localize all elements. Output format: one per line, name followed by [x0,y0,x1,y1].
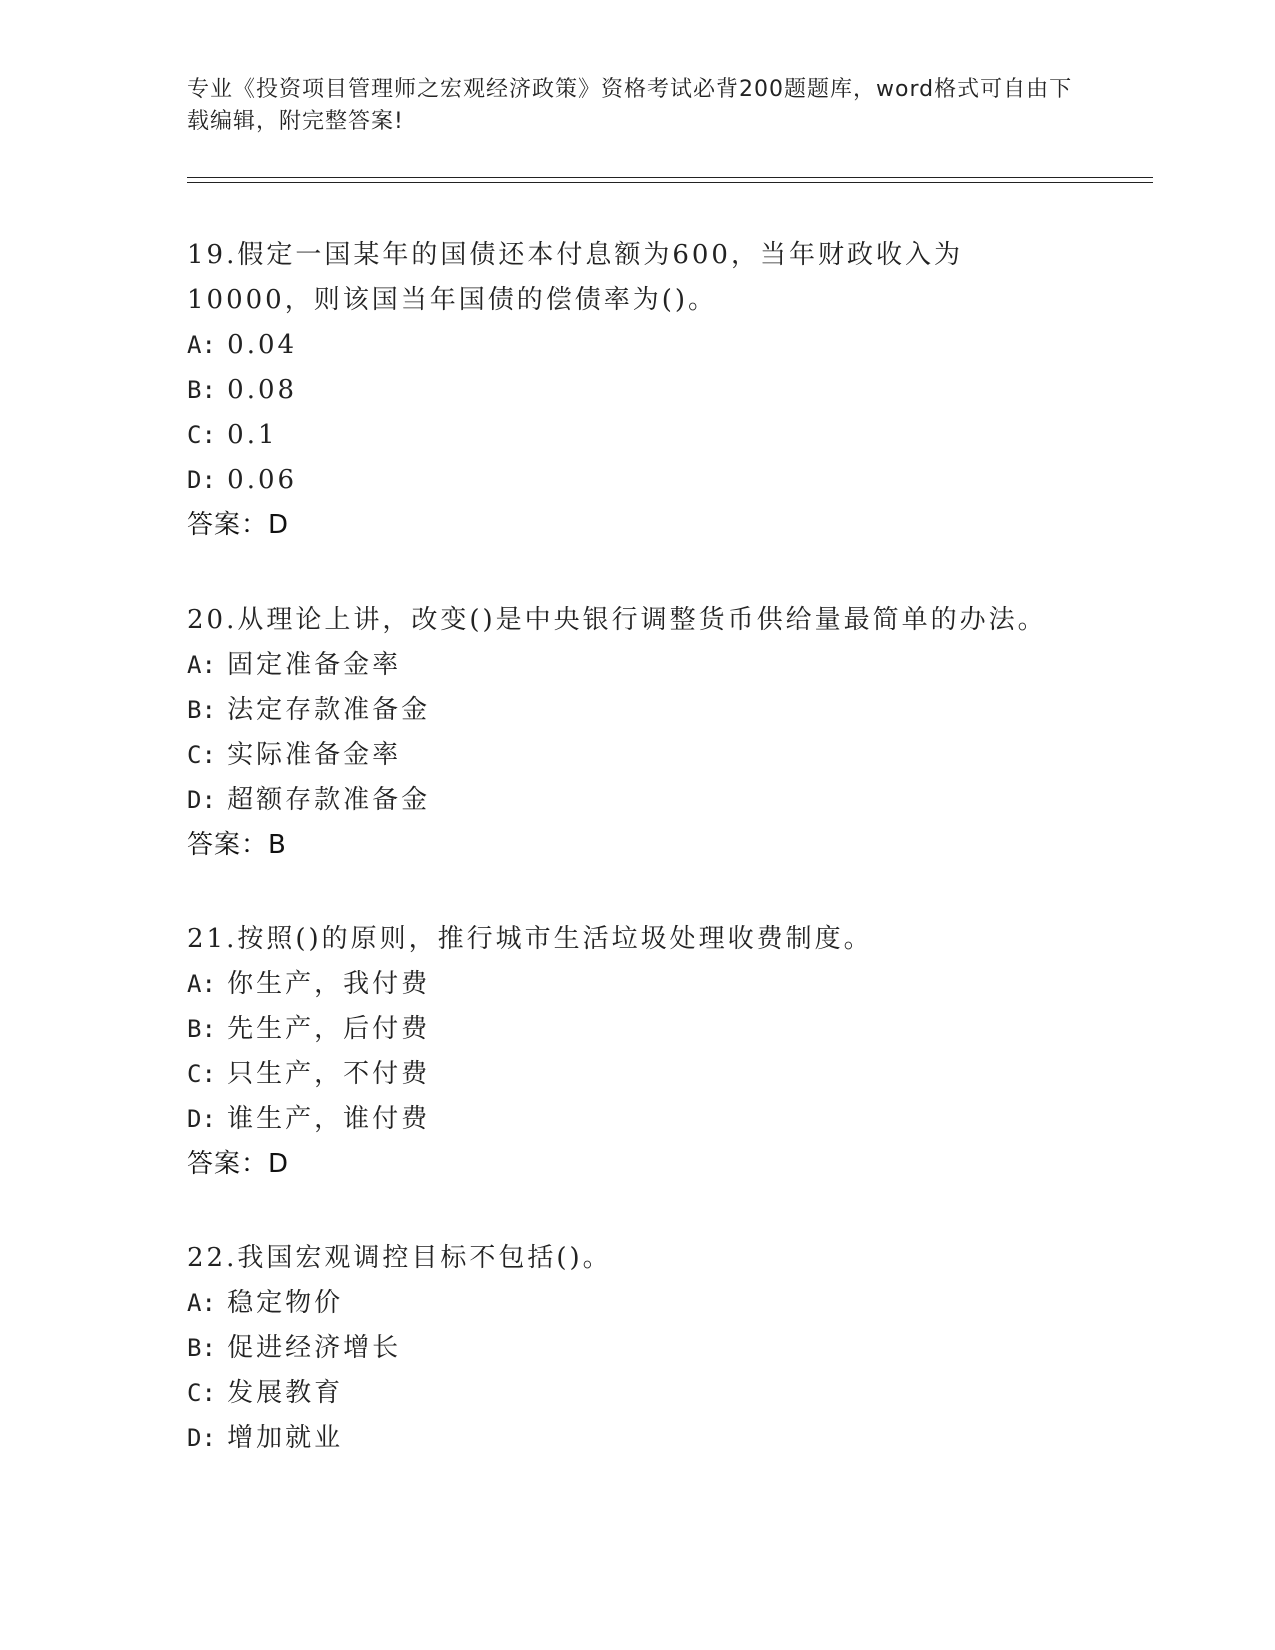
option-b [187,1007,1087,1052]
option-letter: D: [187,786,216,814]
option-text: 增加就业 [227,1423,344,1453]
option-a [187,1281,1087,1326]
option-text: 固定准备金率 [227,650,402,680]
option-letter: A: [187,970,216,998]
question-21 [187,917,1087,1187]
option-letter: B: [187,376,216,404]
option-c [187,1052,1087,1097]
option-text: 超额存款准备金 [227,785,431,815]
option-letter: D: [187,1424,216,1452]
option-text: 稳定物价 [227,1288,344,1318]
option-c [187,1371,1087,1416]
option-text: 谁生产，谁付费 [227,1104,431,1134]
option-b [187,1326,1087,1371]
option-text: 发展教育 [227,1378,344,1408]
option-d [187,778,1087,823]
option-a [187,962,1087,1007]
answer: 答案：B [187,830,287,860]
option-text: 0.06 [227,465,298,495]
question-stem: 21.按照()的原则，推行城市生活垃圾处理收费制度。 [187,924,873,954]
document-header: 专业《投资项目管理师之宏观经济政策》资格考试必背200题题库，word格式可自由下载编辑，附完整答案! [187,77,1073,134]
option-text: 0.08 [227,375,298,405]
option-letter: A: [187,331,216,359]
option-a [187,323,1087,368]
option-c [187,413,1087,458]
option-text: 实际准备金率 [227,740,402,770]
option-letter: C: [187,1379,216,1407]
option-text: 0.1 [227,420,278,450]
question-20 [187,598,1087,868]
option-b [187,688,1087,733]
option-d [187,1097,1087,1142]
option-letter: B: [187,1015,216,1043]
option-letter: D: [187,1105,216,1133]
option-letter: A: [187,651,216,679]
question-stem: 20.从理论上讲，改变()是中央银行调整货币供给量最简单的办法。 [187,605,1047,635]
option-text: 促进经济增长 [227,1333,402,1363]
option-text: 0.04 [227,330,298,360]
option-letter: C: [187,421,216,449]
option-text: 先生产，后付费 [227,1014,431,1044]
answer: 答案：D [187,510,290,540]
option-letter: B: [187,1334,216,1362]
option-text: 你生产，我付费 [227,969,431,999]
option-d [187,458,1087,503]
option-letter: C: [187,1060,216,1088]
question-stem: 19.假定一国某年的国债还本付息额为600，当年财政收入为10000，则该国当年国债的偿债率为()。 [187,240,963,315]
option-letter: B: [187,696,216,724]
option-text: 法定存款准备金 [227,695,431,725]
answer: 答案：D [187,1149,290,1179]
question-stem: 22.我国宏观调控目标不包括()。 [187,1243,612,1273]
option-letter: D: [187,466,216,494]
option-c [187,733,1087,778]
option-letter: C: [187,741,216,769]
question-19 [187,233,1087,548]
option-a [187,643,1087,688]
question-22 [187,1236,1087,1461]
header-rule-bottom [187,182,1153,183]
option-b [187,368,1087,413]
option-text: 只生产，不付费 [227,1059,431,1089]
option-d [187,1416,1087,1461]
option-letter: A: [187,1289,216,1317]
header-rule-top [187,177,1153,178]
